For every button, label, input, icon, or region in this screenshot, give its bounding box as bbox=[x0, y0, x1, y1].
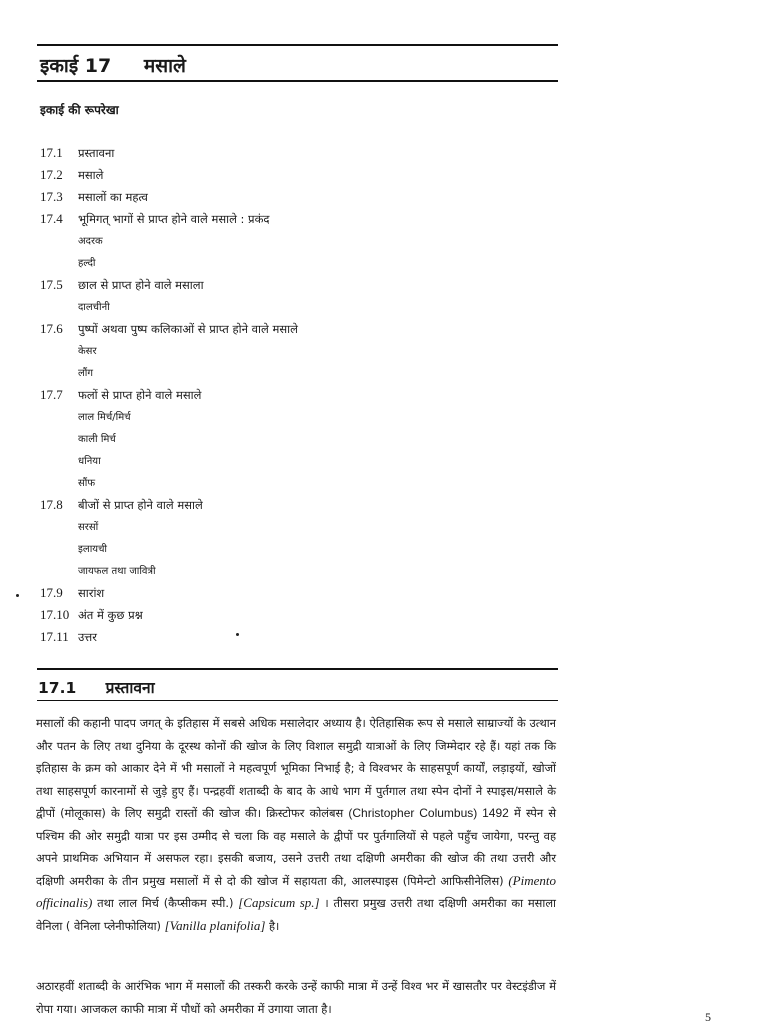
outline-item-text: धनिया bbox=[78, 456, 101, 467]
section-bottom-rule bbox=[37, 700, 558, 701]
outline-item-number: 17.10 bbox=[40, 607, 70, 622]
outline-item-number: 17.1 bbox=[40, 145, 63, 160]
outline-item-text: काली मिर्च bbox=[78, 434, 116, 445]
outline-subitem bbox=[40, 453, 560, 475]
paragraph1-part3: तथा लाल मिर्च (कैप्सीकम स्पी.) bbox=[97, 896, 234, 910]
outline-subitem bbox=[40, 299, 560, 321]
outline-item bbox=[40, 585, 560, 607]
paragraph1-part2: में स्पेन से पश्चिम की ओर समुद्री यात्रा पर इस उम्मीद से चला कि वह मसाले के द्वीपों पर पुर्तगालियों से पहले पहुँच जायेगा, परन्तु वह अपने प्राथमिक अभियान में असफल रहा। इसकी बजाय, उसने उत्तरी तथा दक्षिणी अमरीका की खोज की तथा उत्तरी और दक्षिणी अमरीका के तीन प्रमुख मसालों में से दो की खोज में सहायता की, आलस्पाइस (पिमेन्टो आफिसीनेलिस) bbox=[36, 806, 557, 888]
outline-item-text: सौंफ bbox=[78, 478, 96, 489]
page-number: 5 bbox=[705, 1010, 711, 1024]
section-top-rule bbox=[37, 668, 558, 670]
outline-item bbox=[40, 607, 560, 629]
outline-item-text: बीजों से प्राप्त होने वाले मसाले bbox=[78, 498, 203, 512]
outline-subitem bbox=[40, 409, 560, 431]
outline-item-text: अंत में कुछ प्रश्न bbox=[78, 608, 143, 622]
outline-item-number: 17.8 bbox=[40, 497, 63, 512]
outline-subitem bbox=[40, 519, 560, 541]
outline-item-text: केसर bbox=[78, 346, 97, 357]
section-heading bbox=[38, 676, 155, 698]
outline-item-text: सारांश bbox=[78, 586, 105, 600]
outline-item bbox=[40, 497, 560, 519]
outline-item-text: इलायची bbox=[78, 544, 108, 555]
outline-item-text: दालचीनी bbox=[78, 302, 110, 313]
outline-item-number: 17.11 bbox=[40, 629, 69, 644]
paragraph1-pimento: (Pimento officinalis) bbox=[36, 872, 556, 910]
intro-paragraph bbox=[36, 712, 556, 937]
outline-item-number: 17.5 bbox=[40, 277, 63, 292]
second-paragraph: अठारहवीं शताब्दी के आरंभिक भाग में मसालों की तस्करी करके उन्हें काफी मात्रा में उन्हें विश्व भर में खासतौर पर वेस्टइंडीज में रोपा गया। आजकल काफी मात्रा में पौधों को अमरीका में उगाया जाता है। bbox=[36, 979, 556, 1016]
outline-item bbox=[40, 387, 560, 409]
header-top-rule bbox=[37, 44, 558, 46]
outline-item-number: 17.3 bbox=[40, 189, 63, 204]
outline-item bbox=[40, 277, 560, 299]
outline-item-text: जायफल तथा जावित्री bbox=[78, 566, 156, 577]
outline-item-text: हल्दी bbox=[78, 258, 96, 269]
outline-item-number: 17.9 bbox=[40, 585, 63, 600]
scan-speck bbox=[16, 594, 19, 597]
outline-item-text: मसाले bbox=[78, 168, 104, 182]
scan-speck bbox=[236, 633, 239, 636]
outline-subitem bbox=[40, 343, 560, 365]
header-bottom-rule bbox=[37, 80, 558, 82]
outline-item bbox=[40, 211, 560, 233]
outline-subitem bbox=[40, 475, 560, 497]
paragraph1-capsicum: [Capsicum sp.] bbox=[238, 895, 320, 910]
paragraph1-part5: है। bbox=[269, 918, 280, 933]
outline-list bbox=[40, 145, 560, 651]
paragraph1-vanilla: [Vanilla planifolia] bbox=[164, 917, 266, 933]
outline-item-number: 17.6 bbox=[40, 321, 63, 336]
outline-item bbox=[40, 189, 560, 211]
unit-label: इकाई 17 bbox=[40, 55, 112, 77]
outline-item bbox=[40, 629, 560, 651]
outline-item-number: 17.2 bbox=[40, 167, 63, 182]
outline-subitem bbox=[40, 365, 560, 387]
outline-title: इकाई की रूपरेखा bbox=[40, 103, 119, 117]
outline-item bbox=[40, 321, 560, 343]
outline-item-text: भूमिगत् भागों से प्राप्त होने वाले मसाले : प्रकंद bbox=[78, 212, 270, 226]
unit-heading bbox=[40, 52, 186, 78]
paragraph1-part4: । तीसरा प्रमुख उत्तरी तथा दक्षिणी अमरीका का मसाला वेनिला ( वेनिला प्लेनीफोलिया) bbox=[36, 896, 556, 933]
outline-item-number: 17.7 bbox=[40, 387, 63, 402]
unit-name: मसाले bbox=[143, 55, 186, 77]
section-number: 17.1 bbox=[38, 679, 77, 697]
outline-item-text: सरसों bbox=[78, 522, 99, 533]
outline-subitem bbox=[40, 541, 560, 563]
outline-subitem bbox=[40, 255, 560, 277]
outline-item bbox=[40, 167, 560, 189]
outline-item-text: मसालों का महत्व bbox=[78, 190, 148, 204]
paragraph1-part1: मसालों की कहानी पादप जगत् के इतिहास में सबसे अधिक मसालेदार अध्याय है। ऐतिहासिक रूप से मसाले साम्राज्यों के उत्थान और पतन के लिए तथा दुनिया के दूरस्थ कोनों की खोज के लिए विशाल समुद्री यात्राओं के लिए जिम्मेदार रहे हैं। यहां तक कि इतिहास के क्रम को आकार देने में भी मसालों ने महत्वपूर्ण भूमिका निभाई है; वे विश्वभर के साहसपूर्ण कार्यों, लड़ाइयों, खोजों तथा साहसपूर्ण कारनामों से जुड़े हुए हैं। पन्द्रहवीं शताब्दी के बाद के आधे भाग में पुर्तगाल तथा स्पेन दोनों ने स्पाइस/मसाले के द्वीपों (मोलूकास) के लिए समुद्री रास्तों की खोज की। क्रिस्टोफर कोलंबस bbox=[36, 716, 556, 820]
section-title: प्रस्तावना bbox=[105, 679, 155, 697]
outline-item-text: प्रस्तावना bbox=[78, 146, 115, 160]
outline-item-text: पुष्पों अथवा पुष्प कलिकाओं से प्राप्त होने वाले मसाले bbox=[78, 322, 298, 336]
outline-item bbox=[40, 145, 560, 167]
outline-item-text: छाल से प्राप्त होने वाले मसाला bbox=[78, 278, 204, 292]
outline-item-text: लौंग bbox=[78, 368, 93, 379]
outline-item-text: फलों से प्राप्त होने वाले मसाले bbox=[78, 388, 202, 402]
paragraph1-columbus-en: (Christopher Columbus) 1492 bbox=[348, 806, 509, 820]
outline-item-text: लाल मिर्च/मिर्च bbox=[78, 412, 131, 423]
outline-subitem bbox=[40, 563, 560, 585]
outline-subitem bbox=[40, 431, 560, 453]
outline-subitem bbox=[40, 233, 560, 255]
outline-item-text: अदरक bbox=[78, 236, 103, 247]
outline-item-number: 17.4 bbox=[40, 211, 63, 226]
outline-item-text: उत्तर bbox=[78, 630, 97, 644]
